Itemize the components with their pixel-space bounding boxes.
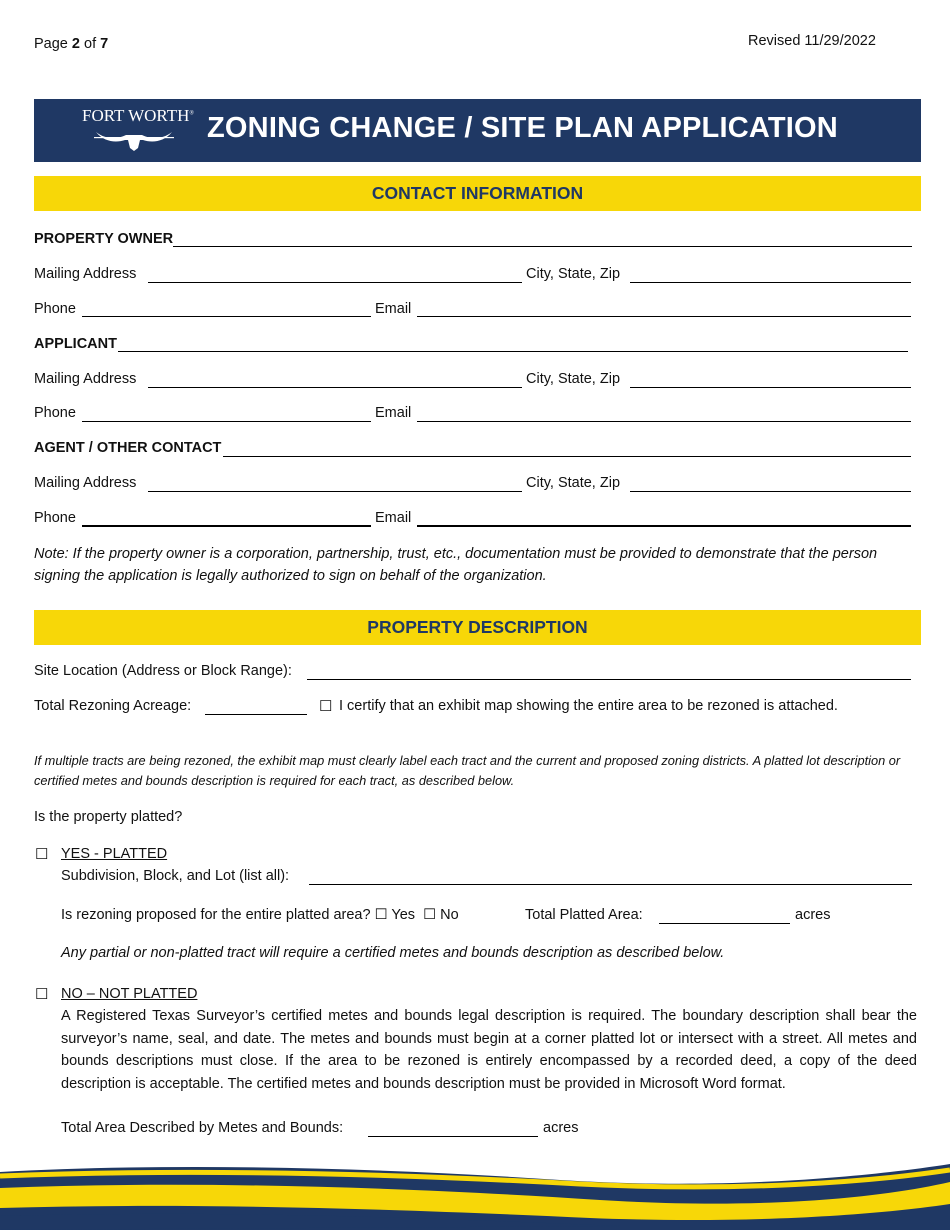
subdivision-field[interactable] [309,884,912,885]
owner-mailing-label: Mailing Address [34,266,137,282]
not-platted-checkbox[interactable]: ☐ [35,986,49,1003]
metes-acres-label: acres [543,1120,579,1136]
yes-platted-label: YES - PLATTED [61,846,168,862]
yes-platted-checkbox[interactable]: ☐ [35,846,49,863]
agent-email-field[interactable] [417,525,911,527]
entire-yes-label: Yes [391,907,416,923]
entire-no-checkbox[interactable]: ☐ [423,907,437,923]
page-title: ZONING CHANGE / SITE PLAN APPLICATION [207,112,838,144]
agent-mailing-field[interactable] [148,491,522,492]
owner-city-field[interactable] [630,282,911,283]
acreage-label: Total Rezoning Acreage: [34,698,192,714]
page-prefix: Page [34,36,72,52]
metes-paragraph: A Registered Texas Surveyor’s certified metes and bounds legal description is required. The boundary description shall bear the surveyor’s name, seal, and date. The metes and bounds must begin at a corner platted lot or intersect with a street. All metes and bounds descriptions must close. If the area to be rezoned is entirely encompassed by a recorded deed, a copy of the deed description is acceptable. The certified metes and bounds description must be provided in Microsoft Word format. [61,1008,917,1092]
owner-city-label: City, State, Zip [526,266,621,282]
agent-mailing-label: Mailing Address [34,475,137,491]
property-section-header [34,610,921,645]
total-platted-field[interactable] [659,923,790,924]
owner-phone-label: Phone [34,301,76,317]
agent-name-field[interactable] [223,456,911,457]
certify-checkbox[interactable]: ☐ [319,698,333,715]
agent-phone-label: Phone [34,510,76,526]
owner-phone-field[interactable] [82,316,371,317]
contact-note: Note: If the property owner is a corporation, partnership, trust, etc., documentation must be provided to demonstrate that the person signing the application is legally authorized to sign on behalf of the organization. [34,546,878,584]
applicant-city-field[interactable] [630,387,911,388]
contact-section-title: CONTACT INFORMATION [371,183,584,203]
agent-phone-field[interactable] [82,525,371,527]
entire-area-question-text: Is rezoning proposed for the entire platted area? [61,907,371,923]
applicant-mailing-field[interactable] [148,387,522,388]
applicant-label: APPLICANT [34,336,117,352]
total-platted-label: Total Platted Area: [525,907,643,923]
owner-email-label: Email [375,301,412,317]
subdivision-label: Subdivision, Block, and Lot (list all): [61,868,290,884]
applicant-mailing-label: Mailing Address [34,371,137,387]
entire-area-question [61,907,459,923]
page-number [34,36,108,52]
agent-city-label: City, State, Zip [526,475,621,491]
site-location-field[interactable] [307,679,911,680]
applicant-phone-label: Phone [34,405,76,421]
page-of: of [79,36,101,52]
agent-email-label: Email [375,510,412,526]
applicant-name-field[interactable] [118,351,908,352]
owner-label: PROPERTY OWNER [34,231,174,247]
acreage-field[interactable] [205,714,307,715]
platted-question: Is the property platted? [34,809,183,825]
footer-wave-decoration [0,1158,950,1230]
contact-section-header [34,176,921,211]
fort-worth-logo [78,104,194,152]
logo-reg: ® [189,110,194,117]
multi-tract-note: If multiple tracts are being rezoned, the exhibit map must clearly label each tract and the current and proposed zoning districts. A platted lot description or certified metes and bounds description is required for each tract, as described below. [34,753,901,788]
total-platted-acres: acres [795,907,831,923]
page-current: 2 [71,36,80,52]
property-section-title: PROPERTY DESCRIPTION [367,617,588,637]
agent-label: AGENT / OTHER CONTACT [34,440,222,456]
applicant-city-label: City, State, Zip [526,371,621,387]
applicant-email-label: Email [375,405,412,421]
applicant-phone-field[interactable] [82,421,371,422]
agent-city-field[interactable] [630,491,911,492]
revised-date: Revised 11/29/2022 [748,33,876,49]
owner-email-field[interactable] [417,316,911,317]
owner-mailing-field[interactable] [148,282,522,283]
metes-area-label: Total Area Described by Metes and Bounds: [61,1120,344,1136]
certify-text: I certify that an exhibit map showing the entire area to be rezoned is attached. [339,698,838,714]
entire-yes-checkbox[interactable]: ☐ [374,907,388,923]
owner-name-field[interactable] [173,246,912,247]
logo-text: FORT WORTH [82,106,190,125]
applicant-email-field[interactable] [417,421,911,422]
page-total: 7 [100,36,109,52]
partial-note: Any partial or non-platted tract will require a certified metes and bounds description as described below. [61,945,725,961]
metes-area-field[interactable] [368,1136,538,1137]
longhorn-icon [94,126,174,152]
not-platted-label: NO – NOT PLATTED [61,986,198,1002]
site-location-label: Site Location (Address or Block Range): [34,663,292,679]
entire-no-label: No [440,907,459,923]
